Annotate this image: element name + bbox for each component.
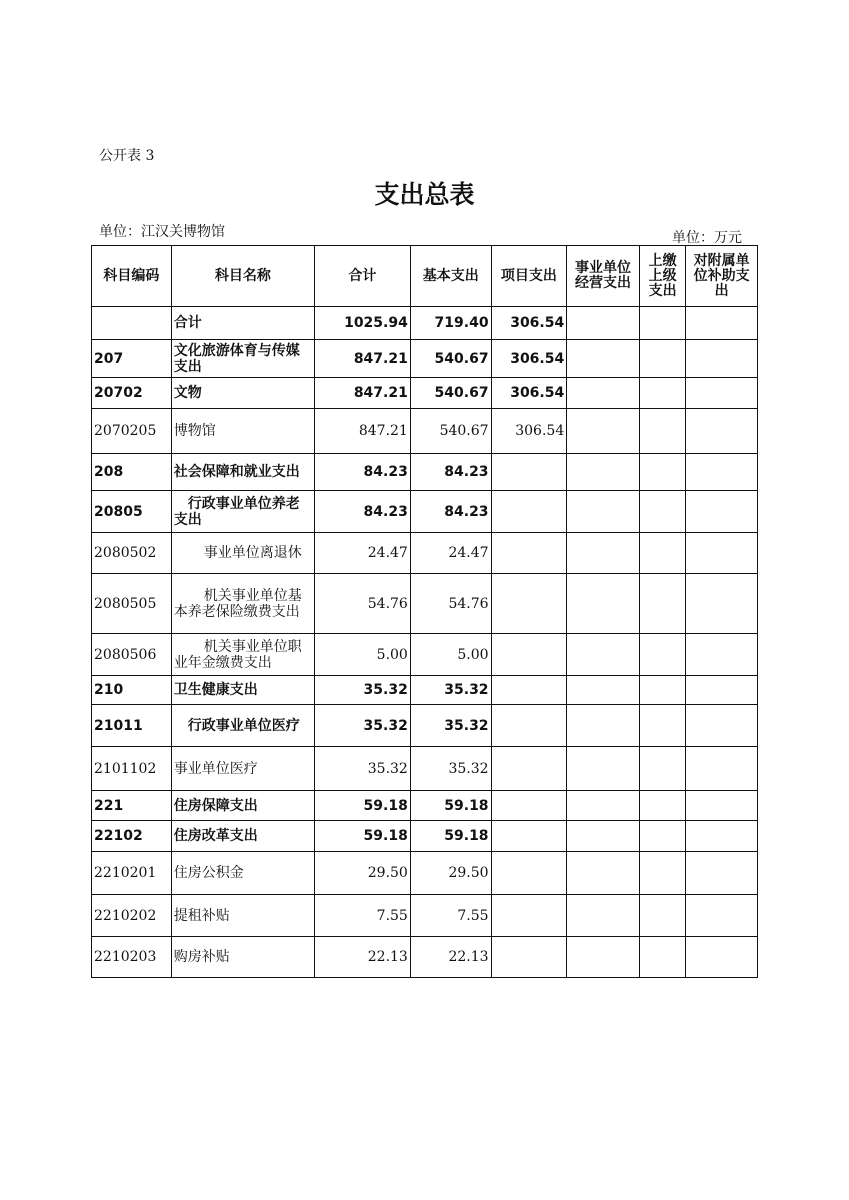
cell-project	[491, 852, 567, 895]
cell-code: 221	[92, 791, 172, 821]
cell-total: 7.55	[314, 895, 410, 937]
cell-total: 35.32	[314, 747, 410, 791]
cell-basic: 54.76	[410, 574, 491, 634]
cell-name: 机关事业单位基本养老保险缴费支出	[171, 574, 314, 634]
cell-name: 文物	[171, 378, 314, 409]
cell-name: 卫生健康支出	[171, 676, 314, 705]
cell-business	[567, 307, 640, 340]
table-row	[92, 821, 758, 852]
table-row	[92, 378, 758, 409]
organization-unit: 单位：江汉关博物馆	[99, 224, 225, 240]
cell-code	[92, 307, 172, 340]
header-name: 科目名称	[171, 246, 314, 307]
cell-project: 306.54	[491, 378, 567, 409]
table-row	[92, 705, 758, 747]
table-row	[92, 574, 758, 634]
cell-subsidy	[686, 574, 758, 634]
cell-total: 35.32	[314, 676, 410, 705]
table-row	[92, 791, 758, 821]
header-subsidy: 对附属单位补助支出	[686, 246, 758, 307]
cell-project: 306.54	[491, 307, 567, 340]
cell-code: 2101102	[92, 747, 172, 791]
cell-subsidy	[686, 378, 758, 409]
cell-business	[567, 634, 640, 676]
cell-code: 2070205	[92, 409, 172, 454]
header-business: 事业单位经营支出	[567, 246, 640, 307]
cell-upper	[639, 705, 685, 747]
cell-name: 住房公积金	[171, 852, 314, 895]
cell-total: 84.23	[314, 454, 410, 491]
cell-business	[567, 791, 640, 821]
table-row	[92, 340, 758, 378]
cell-code: 210	[92, 676, 172, 705]
cell-upper	[639, 409, 685, 454]
cell-business	[567, 491, 640, 533]
document-label: 公开表 3	[99, 148, 155, 164]
cell-total: 29.50	[314, 852, 410, 895]
cell-subsidy	[686, 454, 758, 491]
cell-project	[491, 705, 567, 747]
cell-business	[567, 705, 640, 747]
cell-total: 847.21	[314, 409, 410, 454]
cell-subsidy	[686, 791, 758, 821]
cell-upper	[639, 747, 685, 791]
cell-subsidy	[686, 852, 758, 895]
cell-name: 行政事业单位养老支出	[171, 491, 314, 533]
cell-business	[567, 454, 640, 491]
header-total: 合计	[314, 246, 410, 307]
cell-name: 博物馆	[171, 409, 314, 454]
cell-name: 行政事业单位医疗	[171, 705, 314, 747]
cell-code: 2080502	[92, 533, 172, 574]
header-upper: 上缴上级支出	[639, 246, 685, 307]
cell-basic: 35.32	[410, 676, 491, 705]
table-row	[92, 409, 758, 454]
cell-project	[491, 747, 567, 791]
table-row	[92, 307, 758, 340]
cell-code: 2080506	[92, 634, 172, 676]
cell-project: 306.54	[491, 340, 567, 378]
header-basic: 基本支出	[410, 246, 491, 307]
cell-upper	[639, 895, 685, 937]
cell-total: 59.18	[314, 821, 410, 852]
cell-code: 2210203	[92, 937, 172, 978]
cell-code: 2210201	[92, 852, 172, 895]
cell-upper	[639, 791, 685, 821]
cell-project	[491, 895, 567, 937]
cell-upper	[639, 676, 685, 705]
cell-business	[567, 852, 640, 895]
cell-name: 机关事业单位职业年金缴费支出	[171, 634, 314, 676]
cell-basic: 59.18	[410, 821, 491, 852]
cell-subsidy	[686, 533, 758, 574]
cell-total: 84.23	[314, 491, 410, 533]
cell-code: 21011	[92, 705, 172, 747]
cell-basic: 540.67	[410, 378, 491, 409]
cell-project	[491, 454, 567, 491]
cell-subsidy	[686, 634, 758, 676]
cell-basic: 5.00	[410, 634, 491, 676]
cell-subsidy	[686, 895, 758, 937]
cell-business	[567, 937, 640, 978]
cell-subsidy	[686, 705, 758, 747]
cell-code: 208	[92, 454, 172, 491]
cell-code: 2080505	[92, 574, 172, 634]
cell-name: 事业单位离退休	[171, 533, 314, 574]
cell-name: 事业单位医疗	[171, 747, 314, 791]
cell-project: 306.54	[491, 409, 567, 454]
cell-subsidy	[686, 307, 758, 340]
expenditure-table	[91, 245, 758, 978]
table-row	[92, 634, 758, 676]
table-row	[92, 747, 758, 791]
cell-name: 住房保障支出	[171, 791, 314, 821]
cell-business	[567, 340, 640, 378]
table-row	[92, 491, 758, 533]
cell-subsidy	[686, 340, 758, 378]
cell-upper	[639, 937, 685, 978]
table-row	[92, 676, 758, 705]
cell-total: 59.18	[314, 791, 410, 821]
cell-code: 20702	[92, 378, 172, 409]
cell-subsidy	[686, 491, 758, 533]
cell-basic: 84.23	[410, 491, 491, 533]
cell-total: 5.00	[314, 634, 410, 676]
cell-basic: 35.32	[410, 747, 491, 791]
cell-code: 207	[92, 340, 172, 378]
cell-basic: 24.47	[410, 533, 491, 574]
cell-name: 文化旅游体育与传媒支出	[171, 340, 314, 378]
cell-basic: 22.13	[410, 937, 491, 978]
cell-code: 2210202	[92, 895, 172, 937]
cell-project	[491, 937, 567, 978]
cell-total: 24.47	[314, 533, 410, 574]
cell-upper	[639, 852, 685, 895]
cell-subsidy	[686, 821, 758, 852]
cell-basic: 540.67	[410, 340, 491, 378]
cell-total: 35.32	[314, 705, 410, 747]
cell-subsidy	[686, 937, 758, 978]
table-row	[92, 852, 758, 895]
cell-upper	[639, 821, 685, 852]
table-row	[92, 895, 758, 937]
cell-project	[491, 533, 567, 574]
cell-subsidy	[686, 676, 758, 705]
currency-unit: 单位：万元	[672, 230, 742, 246]
cell-upper	[639, 634, 685, 676]
cell-subsidy	[686, 409, 758, 454]
cell-name: 提租补贴	[171, 895, 314, 937]
cell-total: 847.21	[314, 340, 410, 378]
cell-basic: 29.50	[410, 852, 491, 895]
cell-business	[567, 821, 640, 852]
cell-business	[567, 574, 640, 634]
cell-business	[567, 747, 640, 791]
cell-basic: 719.40	[410, 307, 491, 340]
cell-basic: 35.32	[410, 705, 491, 747]
cell-business	[567, 409, 640, 454]
cell-business	[567, 895, 640, 937]
cell-upper	[639, 574, 685, 634]
cell-basic: 7.55	[410, 895, 491, 937]
cell-total: 54.76	[314, 574, 410, 634]
header-project: 项目支出	[491, 246, 567, 307]
cell-upper	[639, 340, 685, 378]
cell-basic: 84.23	[410, 454, 491, 491]
table-row	[92, 533, 758, 574]
cell-code: 20805	[92, 491, 172, 533]
cell-name: 购房补贴	[171, 937, 314, 978]
cell-basic: 59.18	[410, 791, 491, 821]
table-row	[92, 937, 758, 978]
cell-project	[491, 491, 567, 533]
table-row	[92, 454, 758, 491]
cell-upper	[639, 307, 685, 340]
page-title: 支出总表	[374, 180, 475, 209]
cell-project	[491, 574, 567, 634]
cell-upper	[639, 454, 685, 491]
cell-total: 22.13	[314, 937, 410, 978]
table-header-row	[92, 246, 758, 307]
cell-upper	[639, 491, 685, 533]
cell-name: 住房改革支出	[171, 821, 314, 852]
cell-total: 1025.94	[314, 307, 410, 340]
cell-project	[491, 634, 567, 676]
cell-name: 社会保障和就业支出	[171, 454, 314, 491]
cell-total: 847.21	[314, 378, 410, 409]
cell-project	[491, 676, 567, 705]
cell-business	[567, 533, 640, 574]
cell-upper	[639, 533, 685, 574]
cell-code: 22102	[92, 821, 172, 852]
cell-subsidy	[686, 747, 758, 791]
cell-business	[567, 676, 640, 705]
cell-project	[491, 821, 567, 852]
cell-project	[491, 791, 567, 821]
cell-basic: 540.67	[410, 409, 491, 454]
header-code: 科目编码	[92, 246, 172, 307]
cell-upper	[639, 378, 685, 409]
cell-business	[567, 378, 640, 409]
cell-name: 合计	[171, 307, 314, 340]
